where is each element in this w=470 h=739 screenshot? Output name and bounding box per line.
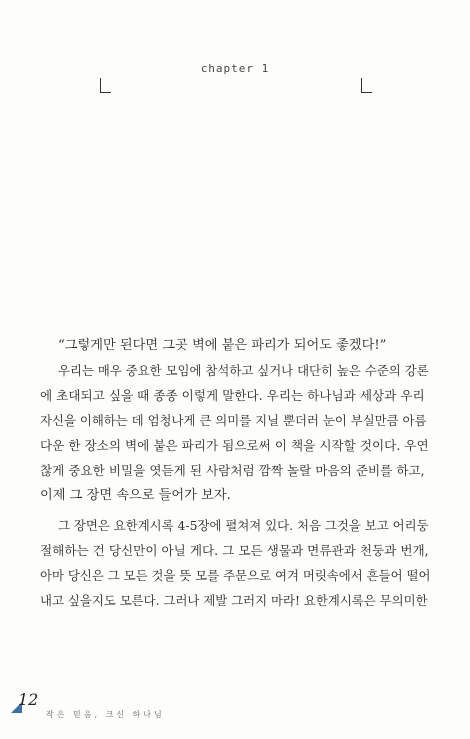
text-line: 에 초대되고 싶을 때 종종 이렇게 말한다. 우리는 하나님과 세상과 우리 bbox=[40, 388, 425, 403]
left-corner-mark bbox=[100, 78, 111, 93]
text-line: 다운 한 장소의 벽에 붙은 파리가 됨으로써 이 책을 시작할 것이다. 우연 bbox=[40, 438, 429, 453]
page-number: 12 bbox=[18, 690, 39, 709]
text-line: 내고 싶을지도 모른다. 그러나 제발 그러지 마라! 요한계시록은 무의미한 bbox=[40, 593, 428, 608]
text-line: 자신을 이해하는 데 엄청나게 큰 의미를 지닐 뿐더러 눈이 부실만큼 아름 bbox=[40, 413, 427, 428]
text-line: “그렇게만 된다면 그곳 벽에 붙은 파리가 되어도 좋겠다!” bbox=[58, 338, 387, 353]
text-line: 우리는 매우 중요한 모임에 참석하고 싶거나 대단히 높은 수준의 강론 bbox=[58, 363, 429, 378]
text-line: 아마 당신은 그 모든 것을 뜻 모를 주문으로 여겨 머릿속에서 흔들어 떨어 bbox=[40, 568, 431, 583]
text-line: 찮게 중요한 비밀을 엿듣게 된 사람처럼 깜짝 놀랄 마음의 준비를 하고, bbox=[40, 463, 425, 478]
running-footer-title: 작은 믿음, 크신 하나님 bbox=[46, 710, 165, 719]
text-line: 이제 그 장면 속으로 들어가 보자. bbox=[40, 488, 231, 503]
text-line: 절해하는 건 당신만이 아닐 게다. 그 모든 생물과 면류관과 천둥과 번개, bbox=[40, 543, 429, 558]
chapter-heading: chapter 1 bbox=[200, 62, 270, 75]
text-line: 그 장면은 요한계시록 4-5장에 펼쳐져 있다. 처음 그것을 보고 어리둥 bbox=[58, 518, 429, 533]
right-corner-mark bbox=[361, 78, 372, 93]
